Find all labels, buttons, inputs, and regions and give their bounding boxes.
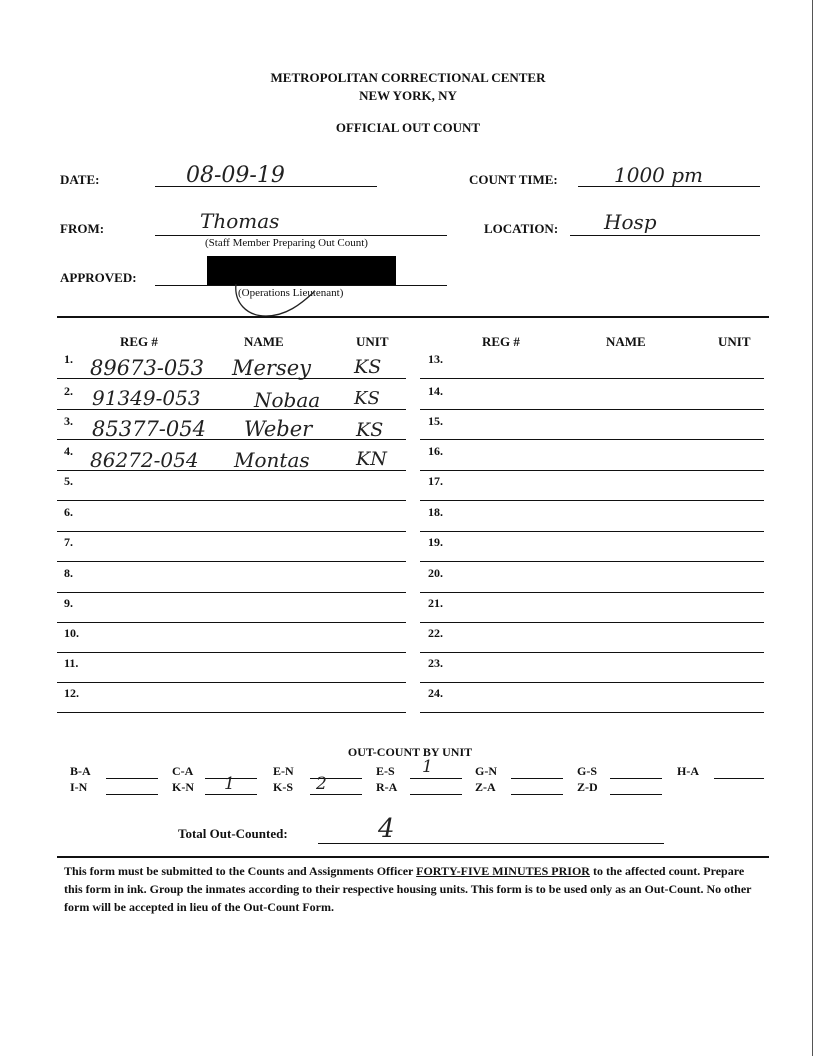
row-name: Mersey [232, 356, 312, 380]
footer-text-continued: to the affected count. Prepare this form in ink. Group the inmates according to their respective housing units. This form is to be used only as an Out-Count. No other form will be accepted in lieu of the Out-Count Form. [64, 864, 752, 914]
row-unit: KS [354, 356, 382, 378]
institution-location: NEW YORK, NY [359, 88, 457, 103]
unit-label: K-N [172, 780, 194, 794]
row-name: Nobaa [254, 388, 321, 412]
unit-blank [410, 794, 462, 795]
redacted-signature [207, 256, 396, 285]
unit-blank [106, 794, 158, 795]
footer-note [64, 862, 764, 916]
row-number: 7. [64, 535, 73, 549]
date-line [155, 186, 377, 187]
row-number: 8. [64, 566, 73, 580]
row-number: 10. [64, 626, 79, 640]
unit-label: B-A [70, 764, 91, 778]
unit-label: Z-D [577, 780, 598, 794]
row-reg: 86272-054 [90, 448, 199, 472]
row-reg: 91349-053 [92, 386, 201, 410]
row-number: 19. [428, 535, 443, 549]
row-reg: 89673-053 [90, 356, 204, 380]
row-reg: 85377-054 [92, 417, 206, 441]
left-unit-header: UNIT [356, 334, 389, 349]
unit-blank [106, 778, 158, 779]
from-line [155, 235, 447, 236]
row-number: 13. [428, 352, 443, 366]
unit-label: K-S [273, 780, 294, 794]
unit-blank [511, 794, 563, 795]
total-value: 4 [378, 814, 395, 844]
unit-label: I-N [70, 780, 88, 794]
count-time-line [578, 186, 760, 187]
unit-label: E-S [376, 764, 395, 778]
institution-name: METROPOLITAN CORRECTIONAL CENTER [270, 70, 546, 85]
row-number: 6. [64, 505, 73, 519]
unit-blank [205, 794, 257, 795]
unit-blank [714, 778, 764, 779]
row-number: 15. [428, 414, 443, 428]
unit-label: G-N [475, 764, 497, 778]
date-value: 08-09-19 [186, 163, 285, 188]
unit-label: C-A [172, 764, 194, 778]
header-separator [57, 316, 769, 318]
count-time-label: COUNT TIME: [469, 172, 558, 187]
location-value: Hosp [604, 210, 657, 234]
unit-blank [610, 778, 662, 779]
row-number: 24. [428, 686, 443, 700]
unit-label: E-N [273, 764, 294, 778]
unit-label: Z-A [475, 780, 496, 794]
row-number: 4. [64, 444, 73, 458]
row-number: 11. [64, 656, 79, 670]
row-number: 22. [428, 626, 443, 640]
row-number: 23. [428, 656, 443, 670]
row-number: 3. [64, 414, 73, 428]
row-number: 14. [428, 384, 443, 398]
approved-caption: (Operations Lieutenant) [238, 287, 344, 299]
unit-blank [511, 778, 563, 779]
left-name-header: NAME [244, 334, 284, 349]
from-value: Thomas [200, 209, 280, 233]
unit-label: R-A [376, 780, 398, 794]
unit-label: H-A [677, 764, 699, 778]
unit-section-title: OUT-COUNT BY UNIT [347, 745, 473, 759]
total-label: Total Out-Counted: [178, 826, 288, 841]
page-edge [812, 0, 813, 1056]
unit-blank [610, 794, 662, 795]
count-time-value: 1000 pm [614, 163, 704, 187]
row-number: 20. [428, 566, 443, 580]
row-number: 12. [64, 686, 79, 700]
footer-emphasis: FORTY-FIVE MINUTES PRIOR [416, 864, 590, 878]
right-unit-header: UNIT [718, 334, 751, 349]
unit-value: 2 [316, 774, 327, 794]
unit-blank [410, 778, 462, 779]
from-label: FROM: [60, 221, 105, 236]
unit-value: 1 [422, 757, 433, 777]
unit-blank [310, 794, 362, 795]
location-label: LOCATION: [484, 221, 559, 236]
row-number: 2. [64, 384, 73, 398]
form-title: OFFICIAL OUT COUNT [335, 120, 481, 135]
row-number: 21. [428, 596, 443, 610]
right-reg-header: REG # [482, 334, 520, 349]
row-number: 5. [64, 474, 73, 488]
footer-text: This form must be submitted to the Counts and Assignments Officer [64, 864, 417, 878]
row-name: Montas [234, 448, 310, 472]
total-line [318, 843, 664, 844]
row-number: 18. [428, 505, 443, 519]
unit-label: G-S [577, 764, 598, 778]
row-number: 1. [64, 352, 73, 366]
approved-label: APPROVED: [60, 270, 137, 285]
footer-separator [57, 856, 769, 858]
row-name: Weber [244, 417, 313, 441]
row-unit: KS [354, 388, 380, 409]
from-caption: (Staff Member Preparing Out Count) [205, 237, 368, 249]
row-unit: KN [356, 448, 387, 470]
row-number: 9. [64, 596, 73, 610]
right-name-header: NAME [606, 334, 646, 349]
row-unit: KS [356, 419, 384, 441]
date-label: DATE: [60, 172, 100, 187]
row-number: 17. [428, 474, 443, 488]
left-reg-header: REG # [120, 334, 158, 349]
row-number: 16. [428, 444, 443, 458]
unit-value: 1 [224, 774, 235, 794]
location-line [570, 235, 760, 236]
